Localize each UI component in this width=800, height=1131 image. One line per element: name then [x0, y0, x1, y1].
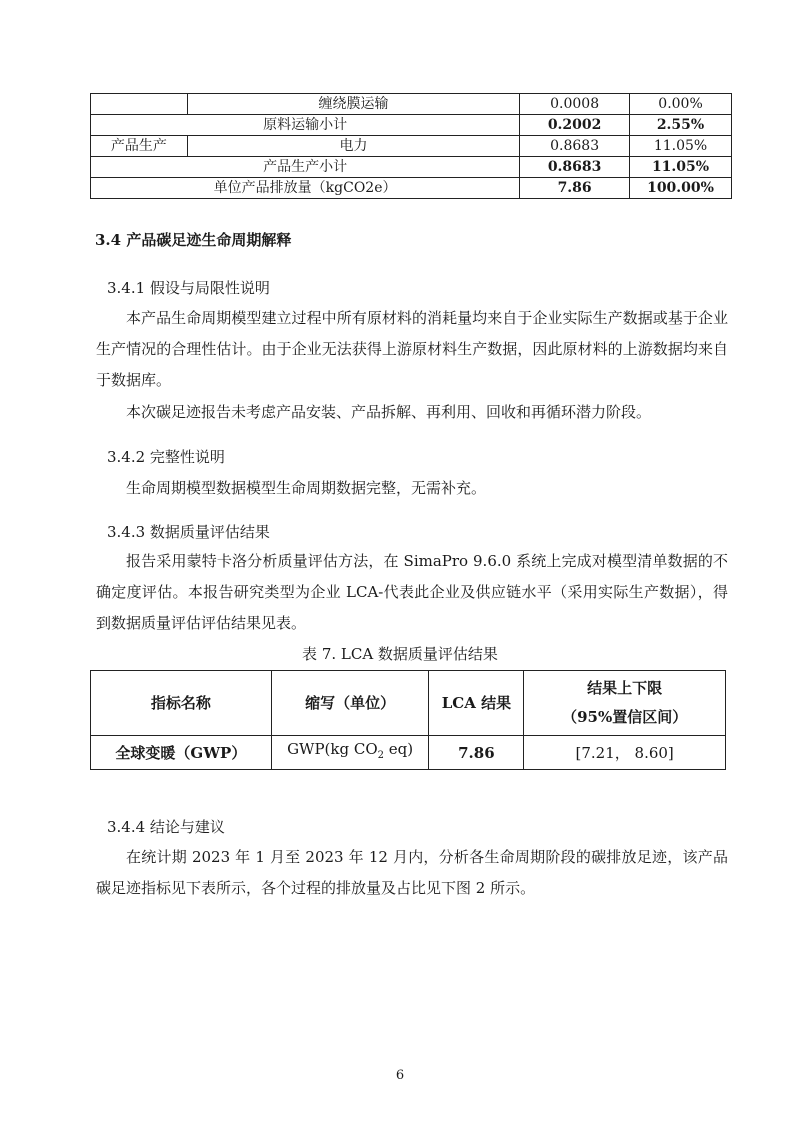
- table-row: [91, 157, 732, 178]
- subsection-heading: 3.4.3 数据质量评估结果: [107, 523, 270, 541]
- emission-value: 0.8683: [520, 157, 630, 178]
- emission-value: 0.8683: [520, 136, 630, 157]
- emission-percent: 11.05%: [630, 157, 732, 178]
- table-row: [91, 136, 732, 157]
- emission-percent: 0.00%: [630, 94, 732, 115]
- table-caption: 表 7. LCA 数据质量评估结果: [302, 645, 498, 663]
- column-header: 缩写（单位）: [271, 671, 429, 736]
- paragraph: 本产品生命周期模型建立过程中所有原材料的消耗量均来自于企业实际生产数据或基于企业生产情况的合理性估计。由于企业无法获得上游原材料生产数据，因此原材料的上游数据均来自于数据库。: [96, 309, 728, 389]
- subsection-heading: 3.4.1 假设与局限性说明: [107, 279, 270, 297]
- indicator-abbr: GWP(kg $CO_2$ eq): [271, 736, 429, 770]
- column-header: 指标名称: [91, 671, 272, 736]
- emission-breakdown-table: [90, 93, 732, 199]
- confidence-interval: [7.21， 8.60]: [524, 736, 726, 770]
- lca-result: 7.86: [429, 736, 524, 770]
- table-row: [91, 736, 726, 770]
- subtotal-label: 产品生产小计: [91, 157, 520, 178]
- total-label: 单位产品排放量（kgCO2e）: [91, 178, 520, 199]
- emission-value: 0.0008: [520, 94, 630, 115]
- page-number: 6: [395, 1068, 405, 1083]
- table-row: [91, 94, 732, 115]
- section-heading: 3.4 产品碳足迹生命周期解释: [95, 231, 292, 249]
- paragraph: 生命周期模型数据模型生命周期数据完整，无需补充。: [126, 479, 487, 497]
- emission-percent: 11.05%: [630, 136, 732, 157]
- column-header: [524, 671, 726, 736]
- indicator-name: 全球变暖（GWP）: [91, 736, 272, 770]
- subtotal-label: 原料运输小计: [91, 115, 520, 136]
- paragraph: 本次碳足迹报告未考虑产品安装、产品拆解、再利用、回收和再循环潜力阶段。: [126, 403, 652, 421]
- subsection-heading: 3.4.4 结论与建议: [107, 818, 225, 836]
- paragraph: 报告采用蒙特卡洛分析质量评估方法，在 SimaPro 9.6.0 系统上完成对模型清单数据的不确定度评估。本报告研究类型为企业 LCA-代表此企业及供应链水平（采用实际生产数据），得到数据质量评估评估结果见表。: [96, 552, 728, 632]
- emission-value: 7.86: [520, 178, 630, 199]
- item-label: 缠绕膜运输: [187, 94, 519, 115]
- stage-label: 产品生产: [91, 136, 188, 157]
- table-header-row: [91, 671, 726, 736]
- table-row: [91, 115, 732, 136]
- subsection-heading: 3.4.2 完整性说明: [107, 448, 225, 466]
- column-header-line: （95%置信区间）: [562, 708, 688, 726]
- emission-percent: 100.00%: [630, 178, 732, 199]
- column-header: LCA 结果: [429, 671, 524, 736]
- emission-percent: 2.55%: [630, 115, 732, 136]
- column-header-line: 结果上下限: [587, 679, 663, 697]
- item-label: 电力: [187, 136, 519, 157]
- emission-value: 0.2002: [520, 115, 630, 136]
- lca-quality-table: [90, 670, 726, 770]
- table-row: [91, 178, 732, 199]
- paragraph: 在统计期 2023 年 1 月至 2023 年 12 月内，分析各生命周期阶段的碳排放足迹，该产品碳足迹指标见下表所示，各个过程的排放量及占比见下图 2 所示。: [96, 848, 728, 897]
